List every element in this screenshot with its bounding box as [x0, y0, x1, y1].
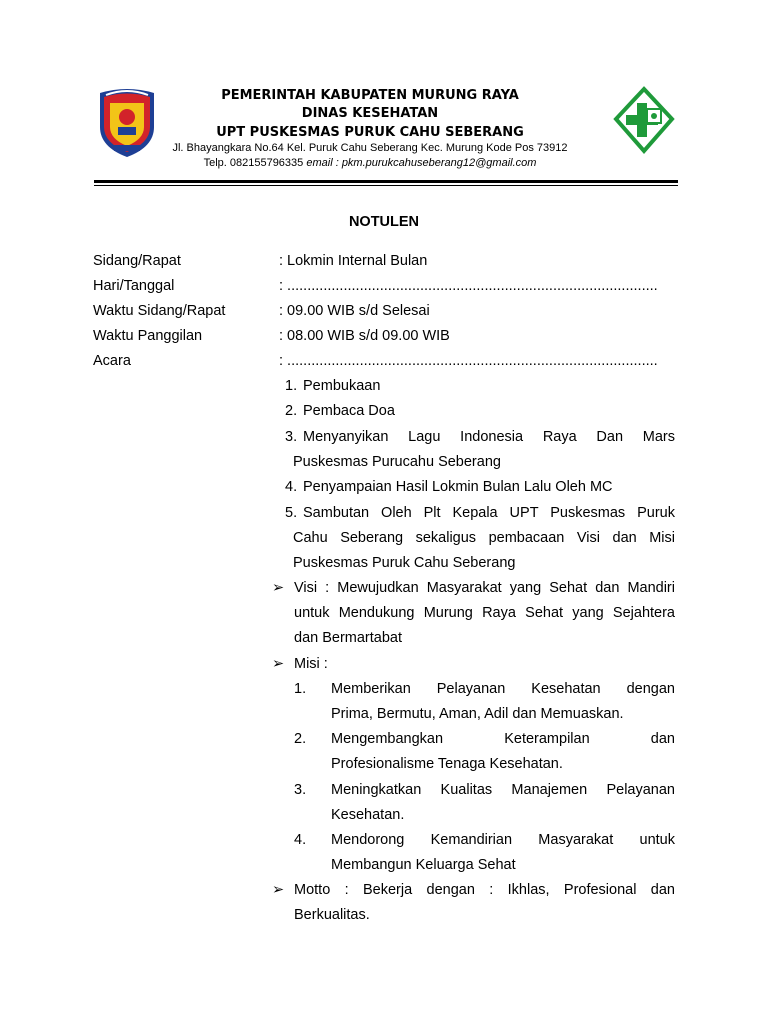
- misi-num-2: 2.: [294, 731, 307, 747]
- agenda-item-1: Pembukaan: [303, 378, 381, 394]
- header-phone: Telp. 082155796335: [203, 157, 304, 169]
- agenda-num-5: 5.: [285, 505, 298, 521]
- misi-item-4: Mendorong Kemandirian Masyarakat untuk: [331, 832, 675, 848]
- misi-label: Misi :: [294, 656, 328, 672]
- agenda-item-5-cont2: Puskesmas Puruk Cahu Seberang: [293, 555, 516, 571]
- misi-item-2-cont: Profesionalisme Tenaga Kesehatan.: [331, 756, 563, 772]
- agenda-item-5: Sambutan Oleh Plt Kepala UPT Puskesmas Puruk: [303, 505, 675, 521]
- header-line-1: PEMERINTAH KABUPATEN MURUNG RAYA: [221, 88, 519, 103]
- agenda-item-5-cont: Cahu Seberang sekaligus pembacaan Visi dan Misi: [293, 530, 675, 546]
- header-divider: [94, 180, 678, 183]
- header-line-2: DINAS KESEHATAN: [301, 106, 439, 121]
- misi-item-1: Memberikan Pelayanan Kesehatan dengan: [331, 681, 675, 697]
- misi-num-4: 4.: [294, 832, 307, 848]
- agenda-item-3: Menyanyikan Lagu Indonesia Raya Dan Mars: [303, 429, 675, 445]
- header-divider-thin: [94, 185, 678, 186]
- agenda-item-3-cont: Puskesmas Purucahu Seberang: [293, 454, 501, 470]
- motto-line-1: Motto : Bekerja dengan : Ikhlas, Profesional dan: [294, 882, 675, 898]
- document-title: NOTULEN: [348, 214, 420, 230]
- field-label-sidang: Sidang/Rapat: [93, 253, 181, 269]
- misi-item-2: Mengembangkan Keterampilan dan: [331, 731, 675, 747]
- visi-line-2: untuk Mendukung Murung Raya Sehat yang Sejahtera: [294, 605, 675, 621]
- agenda-num-2: 2.: [285, 403, 298, 419]
- agenda-num-4: 4.: [285, 479, 298, 495]
- motto-line-2: Berkualitas.: [294, 907, 370, 923]
- field-value-sidang: : Lokmin Internal Bulan: [279, 253, 428, 269]
- motto-bullet-icon: ➢: [272, 882, 285, 898]
- agenda-item-4: Penyampaian Hasil Lokmin Bulan Lalu Oleh MC: [303, 479, 613, 495]
- puskesmas-logo: [612, 85, 676, 157]
- agenda-item-2: Pembaca Doa: [303, 403, 395, 419]
- header-line-3: UPT PUSKESMAS PURUK CAHU SEBERANG: [216, 125, 524, 140]
- header-address: Jl. Bhayangkara No.64 Kel. Puruk Cahu Seberang Kec. Murung Kode Pos 73912: [172, 142, 568, 154]
- field-label-waktu: Waktu Sidang/Rapat: [93, 303, 226, 319]
- field-label-panggilan: Waktu Panggilan: [93, 328, 203, 344]
- visi-bullet-icon: ➢: [272, 580, 285, 596]
- misi-num-3: 3.: [294, 782, 307, 798]
- misi-num-1: 1.: [294, 681, 307, 697]
- header-email: email : pkm.purukcahuseberang12@gmail.com: [306, 157, 537, 169]
- misi-item-3: Meningkatkan Kualitas Manajemen Pelayanan: [331, 782, 675, 798]
- visi-line-1: Visi : Mewujudkan Masyarakat yang Sehat dan Mandiri: [294, 580, 675, 596]
- misi-item-3-cont: Kesehatan.: [331, 807, 405, 823]
- field-value-hari: : ............................................................................................: [279, 278, 658, 294]
- regency-logo: [96, 87, 158, 159]
- header-contact: [155, 157, 585, 169]
- agenda-num-1: 1.: [285, 378, 298, 394]
- misi-item-1-cont: Prima, Bermutu, Aman, Adil dan Memuaskan.: [331, 706, 624, 722]
- field-value-acara: : ............................................................................................: [279, 353, 658, 369]
- visi-line-3: dan Bermartabat: [294, 630, 403, 646]
- field-label-acara: Acara: [93, 353, 131, 369]
- misi-bullet-icon: ➢: [272, 656, 285, 672]
- field-value-waktu: : 09.00 WIB s/d Selesai: [279, 303, 430, 319]
- field-value-panggilan: : 08.00 WIB s/d 09.00 WIB: [279, 328, 450, 344]
- agenda-num-3: 3.: [285, 429, 298, 445]
- field-label-hari: Hari/Tanggal: [93, 278, 175, 294]
- misi-item-4-cont: Membangun Keluarga Sehat: [331, 857, 516, 873]
